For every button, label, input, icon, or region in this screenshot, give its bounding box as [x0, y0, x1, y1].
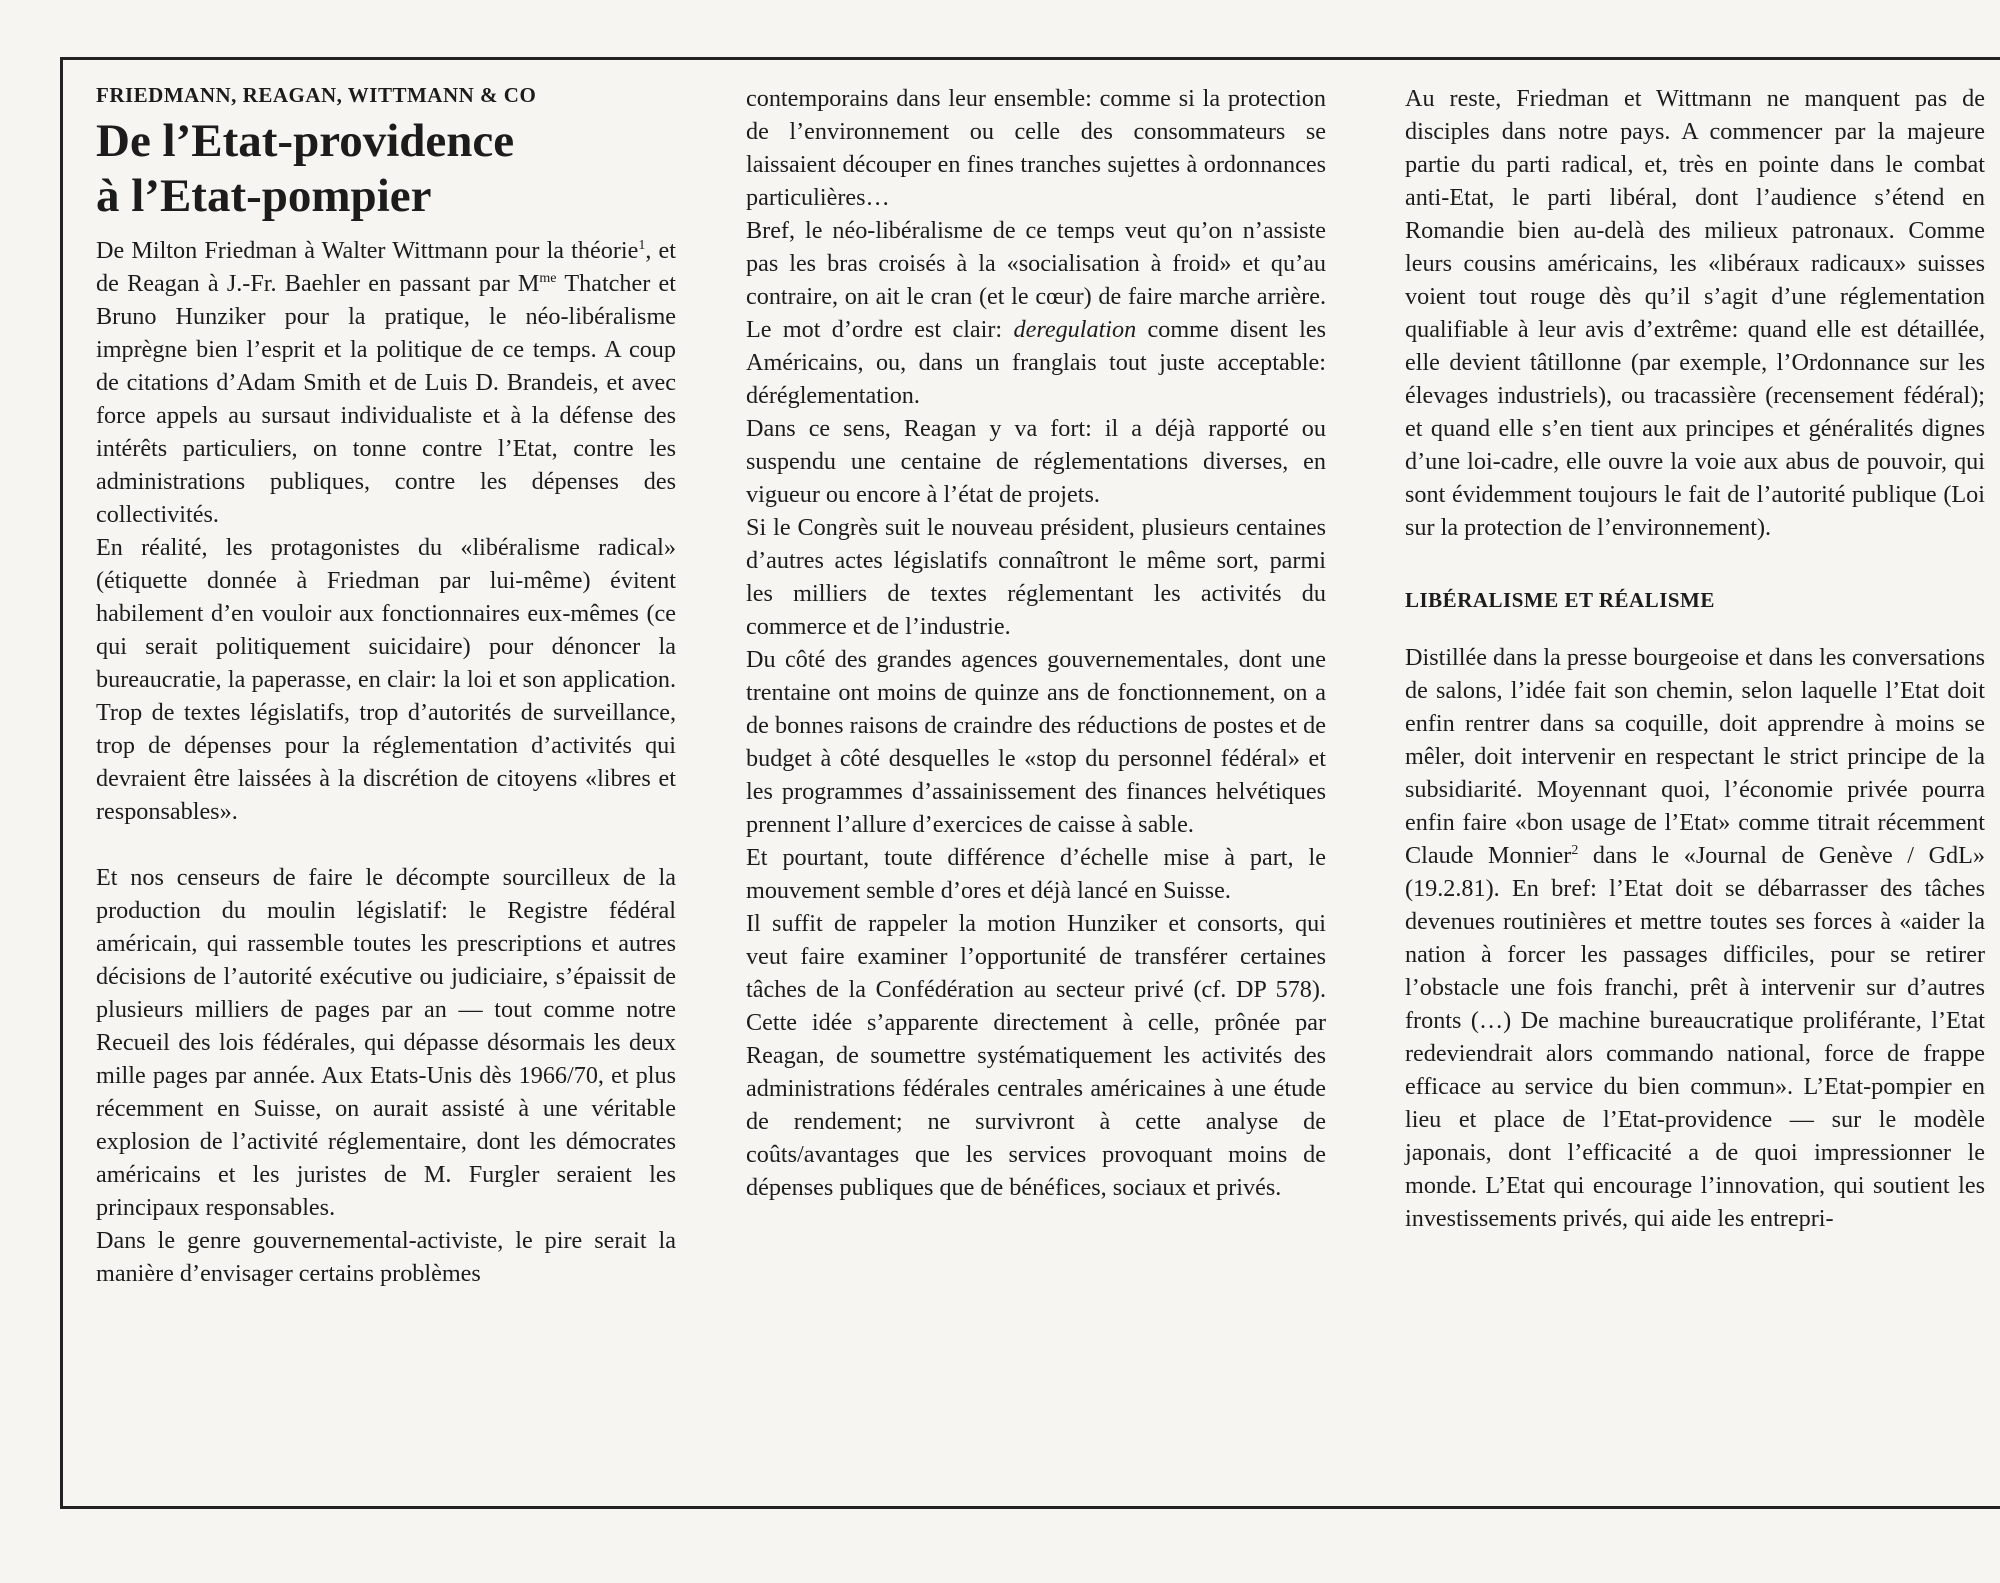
column-2 — [746, 82, 1326, 1204]
paragraph: Dans le genre gouvernemental-activiste, le pire serait la manière d’envisager certains problèmes — [96, 1227, 676, 1287]
paragraph: Du côté des grandes agences gouvernementales, dont une trentaine ont moins de quinze ans de fonctionnement, on a de bonnes raisons de craindre des réductions de postes et de budget à côté desquelles le «stop du personnel fédéral» et les programmes d’assainissement des finances helvétiques prennent l’allure d’exercices de caisse à sable. — [746, 646, 1326, 838]
text-run: Thatcher et Bruno Hunziker pour la pratique, le néo-libéralisme imprègne bien l’esprit et la politique de ce temps. A coup de citations d’Adam Smith et de Luis D. Brandeis, et avec force appels au sursaut individualiste et à la défense des intérêts particuliers, on tonne contre l’Etat, contre les administrations publiques, contre les dépenses des collectivités. — [96, 270, 676, 528]
paragraph — [96, 234, 676, 531]
column-3 — [1405, 82, 1985, 1235]
footnote-ref-2: 2 — [1571, 842, 1579, 858]
section-subhead: LIBÉRALISME ET RÉALISME — [1405, 588, 1715, 612]
mme-superscript: me — [539, 270, 557, 286]
headline-line-2: à l’Etat-pompier — [96, 170, 432, 222]
paragraph: contemporains dans leur ensemble: comme si la protection de l’environnement ou celle des consommateurs se laissaient découper en fines tranches sujettes à ordonnances particulières… — [746, 85, 1326, 211]
footnote-ref-1: 1 — [638, 237, 646, 253]
text-run: Distillée dans la presse bourgeoise et dans les conversations de salons, l’idée fait son chemin, selon laquelle l’Etat doit enfin rentrer dans sa coquille, doit apprendre à moins se mêler, doit intervenir en respectant le strict principe de la subsidiarité. Moyennant quoi, l’économie privée pourra enfin faire «bon usage de l’Etat» comme titrait récemment Claude Monnier — [1405, 644, 1985, 869]
paragraph: Il suffit de rappeler la motion Hunziker et consorts, qui veut faire examiner l’opportunité de transférer certaines tâches de la Confédération au secteur privé (cf. DP 578). Cette idée s’apparente directement à celle, prônée par Reagan, de soumettre systématiquement les activités des administrations fédérales centrales américaines à une étude de rendement; ne survivront à cette analyse de coûts/avantages que les services provoquant moins de dépenses publiques que de bénéfices, sociaux et privés. — [746, 910, 1326, 1201]
headline-line-1: De l’Etat-providence — [96, 115, 515, 167]
text-run: dans le «Journal de Genève / GdL» (19.2.81). En bref: l’Etat doit se débarrasser des tâches devenues routinières et mettre toutes ses forces à «aider la nation à forcer les passages difficiles, pour se retirer l’obstacle une fois franchi, prêt à intervenir sur d’autres fronts (…) De machine bureaucratique proliférante, l’Etat redeviendrait alors commando national, force de frappe efficace au service du bien commun». L’Etat-pompier en lieu et place de l’Etat-providence — sur le modèle japonais, dont l’efficacité a de quoi impressionner le monde. L’Etat qui encourage l’innovation, qui soutient les investissements privés, qui aide les entrepri- — [1405, 842, 1985, 1232]
paragraph: En réalité, les protagonistes du «libéralisme radical» (étiquette donnée à Friedman par lui-même) évitent habilement d’en vouloir aux fonctionnaires eux-mêmes (ce qui serait politiquement suicidaire) pour dénoncer la bureaucratie, la paperasse, en clair: la loi et son application. Trop de textes législatifs, trop d’autorités de surveillance, trop de dépenses pour la réglementation d’activités qui devraient être laissées à la discrétion de citoyens «libres et responsables». — [96, 534, 676, 825]
text-run: De Milton Friedman à Walter Wittmann pour la théorie — [96, 237, 639, 264]
paragraph: Au reste, Friedman et Wittmann ne manquent pas de disciples dans notre pays. A commencer par la majeure partie du parti radical, et, très en pointe dans le combat anti-Etat, le parti libéral, dont l’audience s’étend en Romandie bien au-delà des milieux patronaux. Comme leurs cousins américains, les «libéraux radicaux» suisses voient tout rouge dès qu’il s’agit d’une réglementation qualifiable à leur avis d’extrême: quand elle est détaillée, elle devient tâtillonne (par exemple, l’Ordonnance sur les élevages industriels), ou tracassière (recensement fédéral); et quand elle s’en tient aux principes et généralités dignes d’une loi-cadre, elle ouvre la voie aux abus de pouvoir, qui sont évidemment toujours le fait de l’autorité publique (Loi sur la protection de l’environnement). — [1405, 85, 1985, 541]
text-run: comme disent les Américains, ou, dans un franglais tout juste acceptable: déréglementation. — [746, 316, 1327, 409]
paragraph: Si le Congrès suit le nouveau président, plusieurs centaines d’autres actes législatifs connaîtront le même sort, parmi les milliers de textes réglementant les activités du commerce et de l’industrie. — [746, 514, 1326, 640]
paragraph — [746, 214, 1326, 412]
emphasis: deregulation — [1013, 316, 1137, 343]
paragraph: Et nos censeurs de faire le décompte sourcilleux de la production du moulin législatif: le Registre fédéral américain, qui rassemble toutes les prescriptions et autres décisions de l’autorité exécutive ou judiciaire, s’épaissit de plusieurs milliers de pages par an — tout comme notre Recueil des lois fédérales, qui dépasse désormais les deux mille pages par année. Aux Etats-Unis dès 1966/70, et plus récemment en Suisse, on aurait assisté à une véritable explosion de l’activité réglementaire, dont les démocrates américains et les juristes de M. Furgler seraient les principaux responsables. — [96, 864, 676, 1221]
article-kicker: FRIEDMANN, REAGAN, WITTMANN & CO — [96, 83, 537, 107]
paragraph — [1405, 641, 1985, 1235]
paragraph: Et pourtant, toute différence d’échelle mise à part, le mouvement semble d’ores et déjà lancé en Suisse. — [746, 844, 1326, 904]
column-1 — [96, 80, 676, 1290]
paragraph: Dans ce sens, Reagan y va fort: il a déjà rapporté ou suspendu une centaine de réglementations diverses, en vigueur ou encore à l’état de projets. — [746, 415, 1326, 508]
text-run: Bref, le néo-libéralisme de ce temps veut qu’on n’assiste pas les bras croisés à la «socialisation à froid» et qu’au contraire, on ait le cran (et le cœur) de faire marche arrière. Le mot d’ordre est clair: — [746, 217, 1326, 343]
article-headline — [96, 114, 676, 224]
text-run: , et de Reagan à J.-Fr. Baehler en passant par M — [96, 237, 676, 297]
